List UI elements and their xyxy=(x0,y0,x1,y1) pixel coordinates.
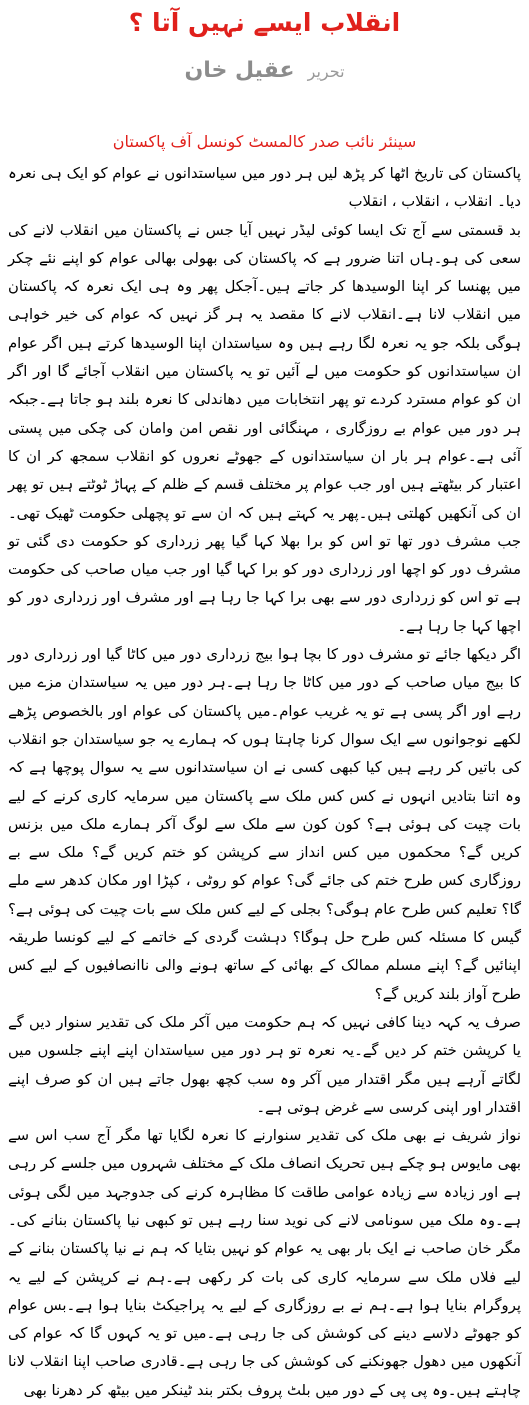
article-paragraph: اگر دیکھا جائے تو مشرف دور کا بچا ہوا بیج زرداری دور میں کاٹا گیا اور زرداری دور کا بیج میاں صاحب کے دور میں کاٹا جا رہا ہے۔ہر دور میں یہ سیاستدان مزے میں رہے اور اگر پسی ہے تو یہ غریب عوام۔میں پاکستان کی عوام اور بالخصوص پڑھے لکھے نوجوانوں سے ایک سوال کرنا چاہتا ہوں کہ ہمارے یہ جو سیاستدان جو انقلاب کی باتیں کر رہے ہیں کیا کبھی کسی نے ان سیاستدانوں سے یہ سوال پوچھا ہے کہ وہ اتنا بتادیں انہوں نے کس کس ملک سے پاکستان میں سرمایہ کاری کرنے کے لیے بات چیت کی ہوئی ہے؟ کون کون سے ملک سے لوگ آکر ہمارے ملک میں بزنس کریں گے؟ محکموں میں کس انداز سے کرپشن کو ختم کریں گے؟ ملک سے بے روزگاری کس طرح ختم کی جائے گی؟ عوام کو روٹی ، کپڑا اور مکان کدھر سے ملے گا؟ تعلیم کس طرح عام ہوگی؟ بجلی کے لیے کس ملک سے بات چیت کی ہوئی ہے؟ گیس کا مسئلہ کس طرح حل ہوگا؟ دہشت گردی کے خاتمے کے لیے کونسا طریقہ اپنائیں گے؟ اپنے مسلم ممالک کے بھائی کے ساتھ ہونے والی ناانصافیوں کے لیے کس طرح آواز بلند کریں گے؟ xyxy=(8,646,521,1003)
article-paragraph: پاکستان کی تاریخ اٹھا کر پڑھ لیں ہر دور میں سیاستدانوں نے عوام کو ایک ہی نعرہ دیا۔ انقلاب ، انقلاب ، انقلاب xyxy=(8,165,521,211)
author-name: عقیل خان xyxy=(184,58,295,83)
byline xyxy=(0,58,529,83)
author-designation: سینئر نائب صدر کالمسٹ کونسل آف پاکستان xyxy=(112,132,417,151)
article-paragraph: نواز شریف نے بھی ملک کی تقدیر سنوارنے کا نعرہ لگایا تھا مگر آج سب اس سے بھی مایوس ہو چکے ہیں تحریک انصاف ملک کے مختلف شہروں میں جلسے کر رہی ہے اور زیادہ سے زیادہ عوامی طاقت کا مظاہرہ کرنے کی جدوجہد میں لگی ہوئی ہے۔وہ ملک میں سونامی لانے کی نوید سنا رہے ہیں تو کبھی نیا پاکستان بنانے کی۔مگر خان صاحب نے ایک بار بھی یہ عوام کو نہیں بتایا کہ ہم نے نیا پاکستان بنانے کے لیے فلاں ملک سے سرمایہ کاری کی بات کر رکھی ہے۔ہم نے کرپشن کے لیے یہ پروگرام بنایا ہوا ہے۔ہم نے بے روزگاری کے لیے یہ پراجیکٹ بنایا ہوا ہے۔بس عوام کو جھوٹے دلاسے دینے کی کوشش کی جا رہی ہے۔میں تو یہ کہوں گا کہ عوام کی آنکھوں میں دھول جھونکنے کی کوشش کی جا رہی ہے۔قادری صاحب اپنا انقلاب لانا چاہتے ہیں۔وہ پی پی کے دور میں بلٹ پروف بکتر بند ٹینکر میں بیٹھ کر دھرنا بھی xyxy=(8,1127,521,1399)
article-paragraph: صرف یہ کہہ دینا کافی نہیں کہ ہم حکومت میں آکر ملک کی تقدیر سنوار دیں گے یا کرپشن ختم کر دیں گے۔یہ نعرہ تو ہر دور میں سیاستدان اپنے اپنے جلسوں میں لگاتے آرہے ہیں مگر اقتدار میں آکر وہ سب کچھ بھول جاتے ہیں ان کو صرف اپنے اقتدار اور اپنی کرسی سے غرض ہوتی ہے۔ xyxy=(8,1013,521,1116)
article-title: انقلاب ایسے نہیں آتا ؟ xyxy=(128,8,401,37)
byline-label: تحریر xyxy=(307,62,345,81)
article-body xyxy=(8,160,521,1405)
article-paragraph: بد قسمتی سے آج تک ایسا کوئی لیڈر نہیں آیا جس نے پاکستان میں انقلاب لانے کی سعی کی ہو۔ہاں اتنا ضرور ہے کہ پاکستان کی بھولی بھالی عوام کو اپنے نئے چکر میں پھنسا کر اپنا الوسیدھا کر جاتے ہیں۔آجکل پھر وہ ہی ایک نعرہ کہ پاکستان میں انقلاب لانا ہے۔انقلاب لانے کا مقصد یہ ہر گز نہیں کہ عوام کی خیر خواہی ہوگی بلکہ جو یہ نعرہ لگا رہے ہیں وہ سیاستدان اپنا الوسیدھا کرتے ہیں اگر عوام ان سیاستدانوں کو حکومت میں لے آئیں تو یہ پاکستان میں انقلاب آجائے گا اور اگر ان کو عوام مسترد کردے تو پھر انتخابات میں دھاندلی کا نعرہ بلند ہو جاتا ہے۔جبکہ ہر دور میں عوام بے روزگاری ، مہنگائی اور نقص امن وامان کی چکی میں پستی آئی ہے۔عوام ہر بار ان سیاستدانوں کے جھوٹے نعروں کو انقلاب سمجھ کر ان کا اعتبار کر بیٹھتے ہیں اور جب عوام پر مختلف قسم کے ظلم کے پہاڑ ٹوٹتے ہیں تو پھر ان کی آنکھیں کھلتی ہیں۔پھر یہ کہتے ہیں کہ ان سے تو پچھلی حکومت ٹھیک تھی۔جب مشرف دور تھا تو اس کو برا بھلا کہا گیا پھر زرداری کو حکومت دی گئی تو مشرف دور کو اچھا اور زرداری دور کو برا کہا گیا اور جب میاں صاحب کی حکومت ہے تو اس کو زرداری دور سے بھی برا کہا جا رہا ہے اور مشرف اور زرداری دور کو اچھا کہا جا رہا ہے۔ xyxy=(8,221,521,635)
